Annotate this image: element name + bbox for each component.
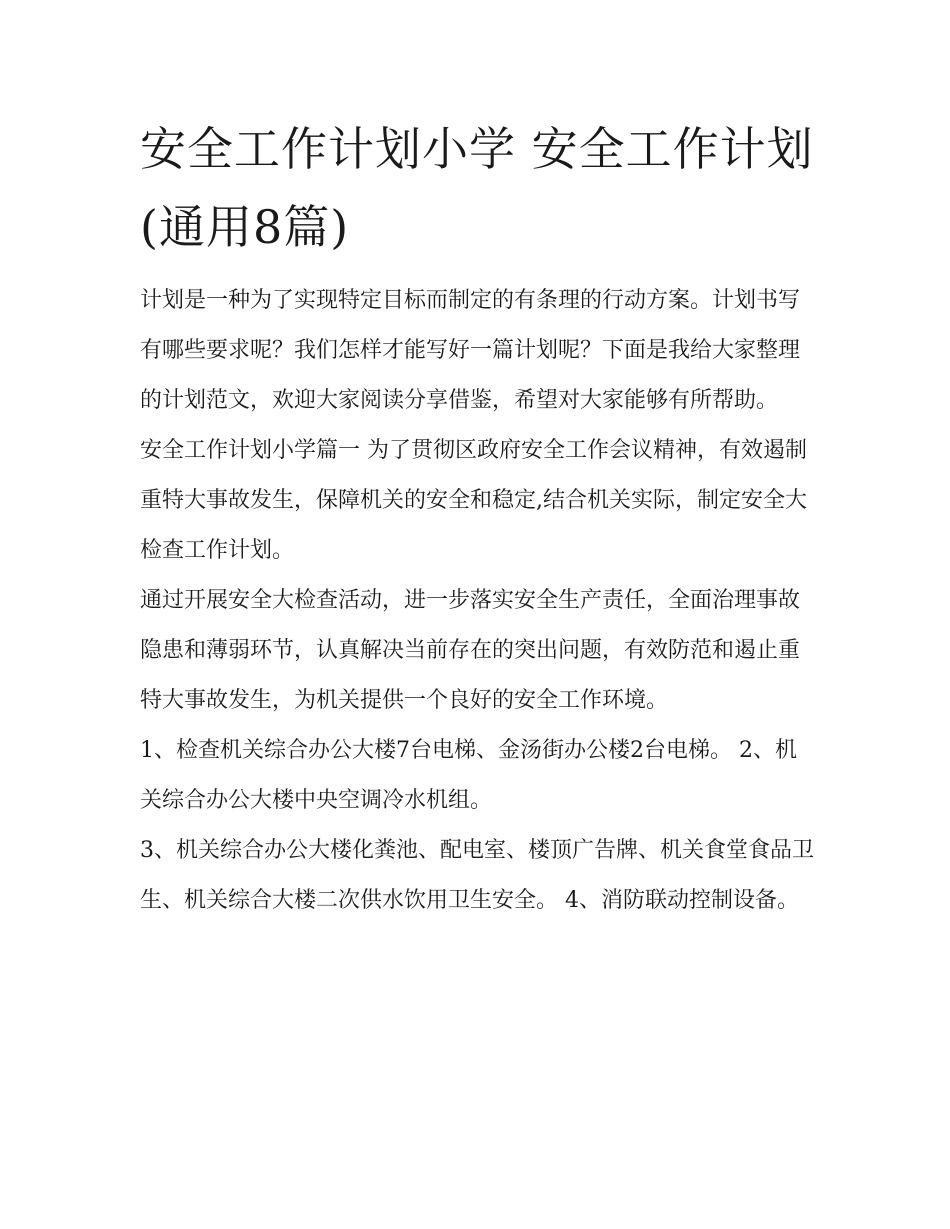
intro-paragraph: 计划是一种为了实现特定目标而制定的有条理的行动方案。计划书写有哪些要求呢？我们怎样才能写好一篇计划呢？下面是我给大家整理的计划范文，欢迎大家阅读分享借鉴，希望对大家能够有所帮助。 — [140, 288, 801, 413]
section-one-paragraph: 安全工作计划小学篇一 为了贯彻区政府安全工作会议精神，有效遏制重特大事故发生，保障机关的安全和稳定,结合机关实际，制定安全大检查工作计划。 — [140, 438, 807, 563]
document-page — [140, 110, 815, 926]
document-title: 安全工作计划小学 安全工作计划(通用8篇) — [140, 122, 814, 254]
purpose-paragraph: 通过开展安全大检查活动，进一步落实安全生产责任，全面治理事故隐患和薄弱环节，认真解决当前存在的突出问题，有效防范和遏止重特大事故发生，为机关提供一个良好的安全工作环境。 — [140, 588, 801, 713]
checklist-item-3-4: 3、机关综合办公大楼化粪池、配电室、楼顶广告牌、机关食堂食品卫生、机关综合大楼二次供水饮用卫生安全。 4、消防联动控制设备。 — [140, 838, 814, 913]
checklist-item-1-2: 1、检查机关综合办公大楼7台电梯、金汤街办公楼2台电梯。 2、机关综合办公大楼中央空调冷水机组。 — [140, 738, 797, 813]
